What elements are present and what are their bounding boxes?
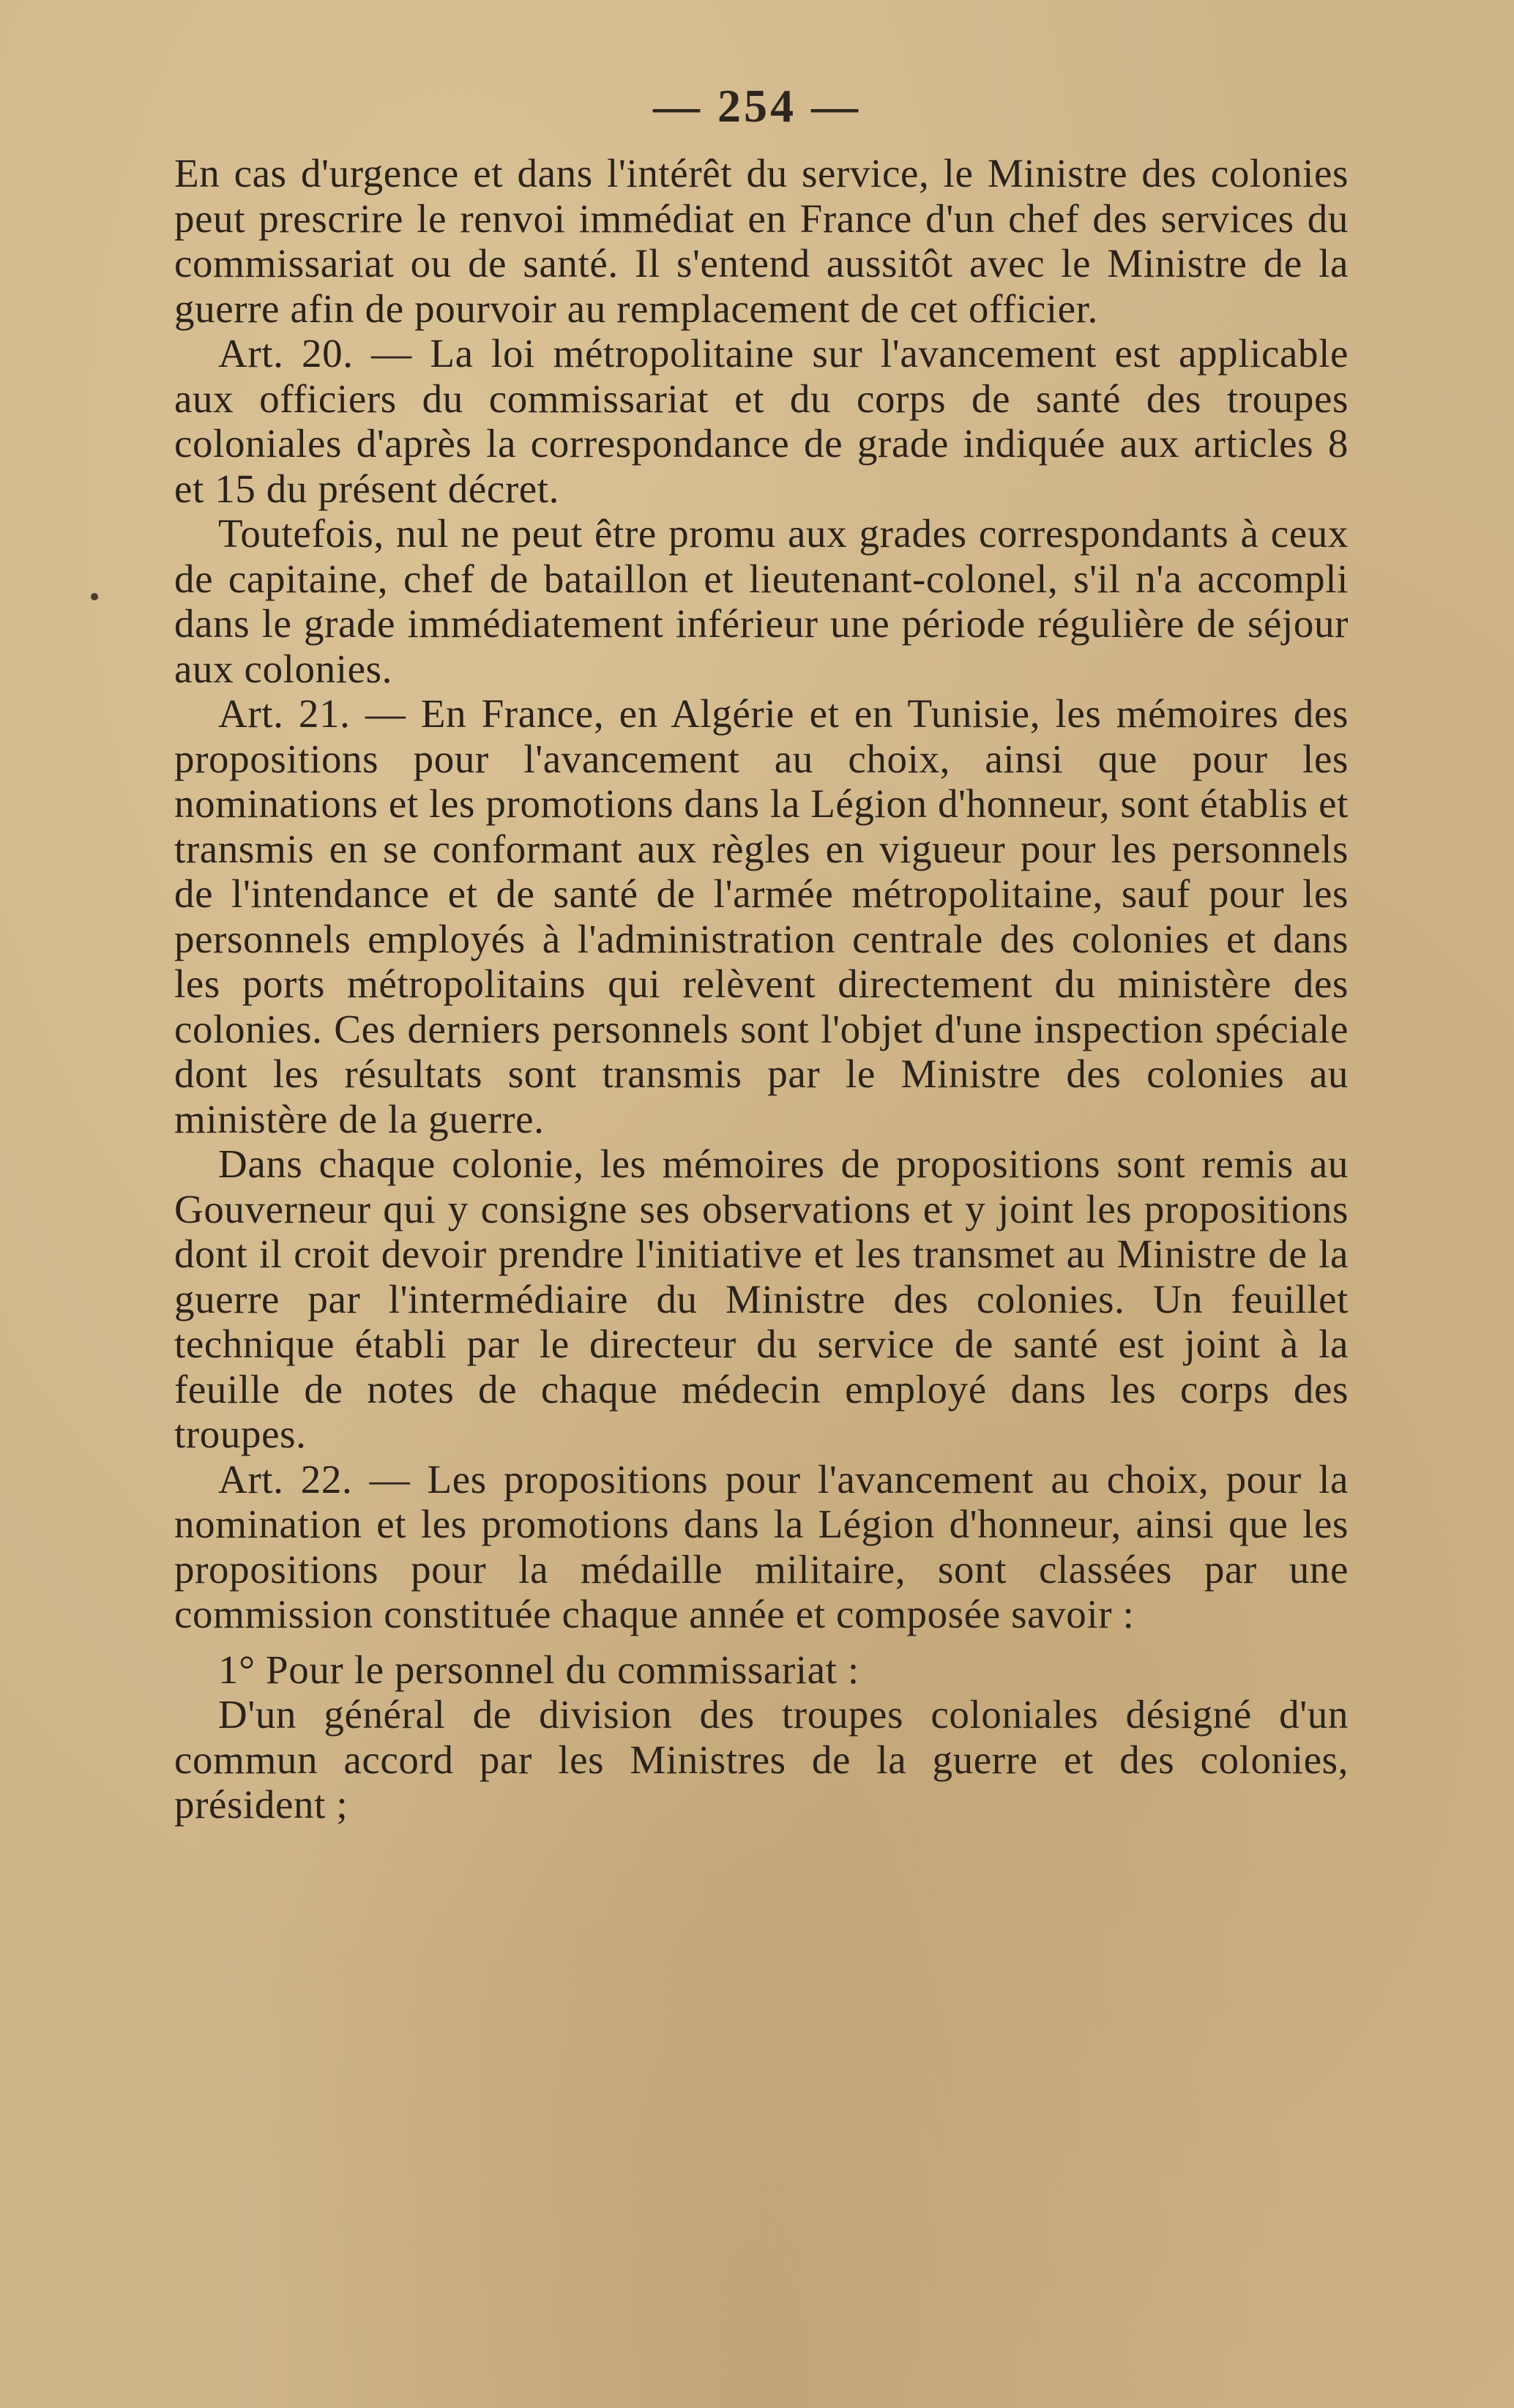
body-text — [174, 151, 1349, 1827]
paragraph-art-22: Art. 22. — Les propositions pour l'avancement au choix, pour la nomination et les promotions dans la Légion d'honneur, ainsi que les propositions pour la médaille militaire, sont classées par une commission constituée chaque année et composée savoir : — [174, 1456, 1349, 1636]
paragraph-commissariat-heading: 1° Pour le personnel du commissariat : — [218, 1647, 859, 1692]
paragraph-art-21: Art. 21. — En France, en Algérie et en Tunisie, les mémoires des propositions pour l'avancement au choix, ainsi que pour les nominations et les promotions dans la Légion d'honneur, sont établis et transmis en se conformant aux règles en vigueur pour les personnels de l'intendance et de santé de l'armée métropolitaine, sauf pour les personnels employés à l'administration centrale des colonies et dans les ports métropolitains qui relèvent directement du ministère des colonies. Ces derniers personnels sont l'objet d'une inspection spéciale dont les résultats sont transmis par le Ministre des colonies au ministère de la guerre. — [174, 691, 1349, 1141]
paragraph-continuation: En cas d'urgence et dans l'intérêt du service, le Ministre des colonies peut prescrire le renvoi immédiat en France d'un chef des services du commissariat ou de santé. Il s'entend aussitôt avec le Ministre de la guerre afin de pourvoir au remplacement de cet officier. — [174, 151, 1349, 331]
paragraph-general: D'un général de division des troupes coloniales désigné d'un commun accord par les Ministres de la guerre et des colonies, président ; — [174, 1692, 1349, 1827]
ink-speck — [91, 593, 98, 600]
paragraph-colonie: Dans chaque colonie, les mémoires de propositions sont remis au Gouverneur qui y consigne ses observations et y joint les propositions dont il croit devoir prendre l'initiative et les transmet au Ministre de la guerre par l'intermédiaire du Ministre des colonies. Un feuillet technique établi par le directeur du service de santé est joint à la feuille de notes de chaque médecin employé dans les corps des troupes. — [174, 1141, 1349, 1456]
page-number: — 254 — — [653, 80, 861, 132]
paragraph-art-20: Art. 20. — La loi métropolitaine sur l'avancement est applicable aux officiers du commissariat et du corps de santé des troupes coloniales d'après la correspondance de grade indiquée aux articles 8 et 15 du présent décret. — [174, 331, 1349, 511]
paragraph-toutefois: Toutefois, nul ne peut être promu aux grades correspondants à ceux de capitaine, chef de bataillon et lieutenant-colonel, s'il n'a accompli dans le grade immédiatement inférieur une période régulière de séjour aux colonies. — [174, 511, 1349, 691]
